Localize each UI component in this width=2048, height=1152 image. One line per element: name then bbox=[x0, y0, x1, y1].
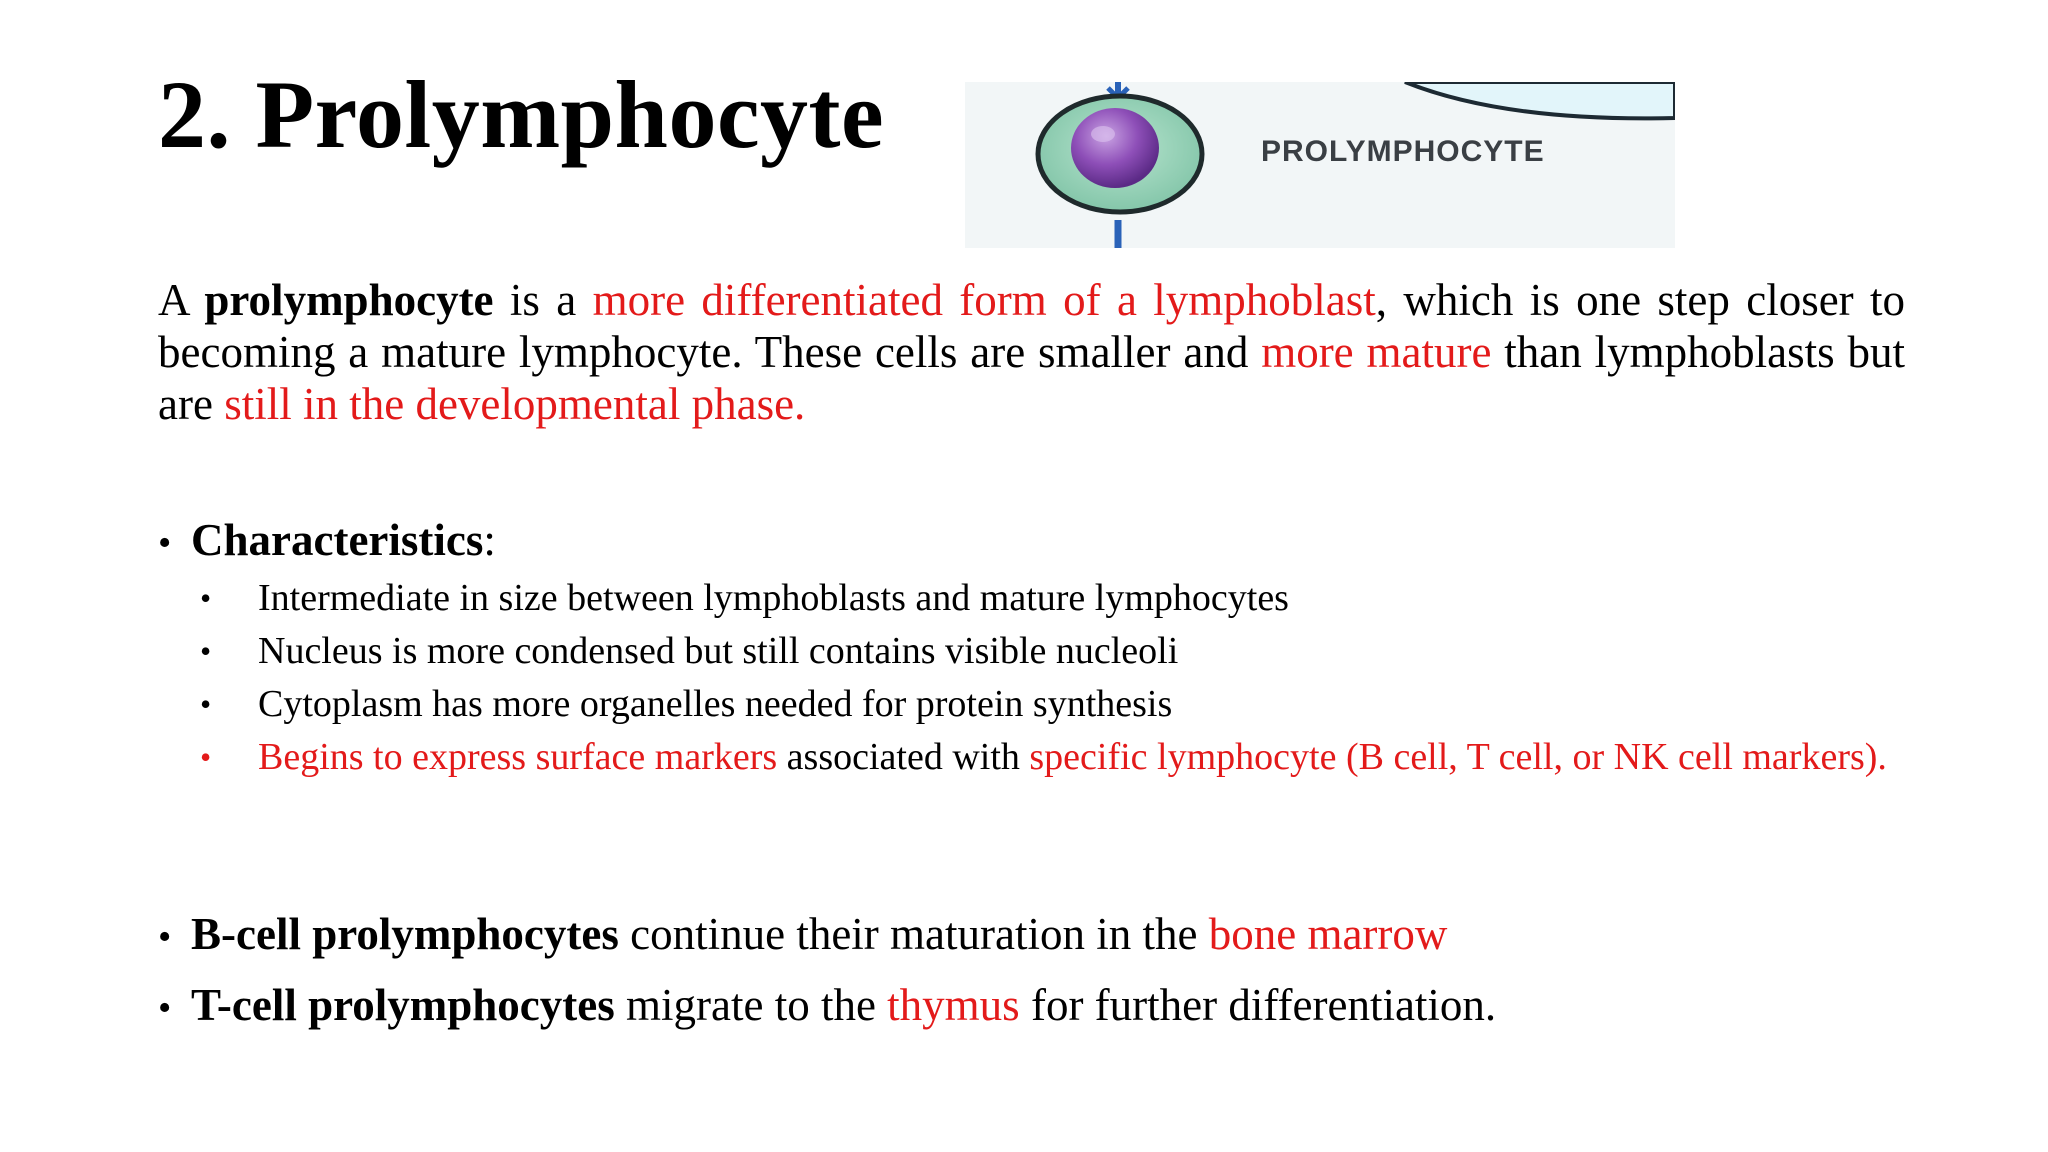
t-cell-term: T-cell prolymphocytes bbox=[191, 980, 615, 1030]
intro-text-2: is a bbox=[493, 275, 593, 325]
list-item-text: associated with bbox=[777, 736, 1030, 778]
cell-nucleolus bbox=[1091, 126, 1115, 142]
bullet-icon: • bbox=[200, 633, 212, 669]
bullet-icon: • bbox=[200, 686, 212, 722]
bullet-icon: • bbox=[200, 580, 212, 616]
intro-text-3: , which is one step closer to becoming a mature lymphocyte. These cells are smaller and bbox=[158, 275, 1906, 377]
intro-highlight-3: still in the developmental phase. bbox=[224, 379, 806, 429]
list-item-highlight-1: Begins to express surface markers bbox=[258, 736, 778, 778]
bullet-icon: • bbox=[158, 916, 172, 958]
prolymphocyte-illustration bbox=[965, 82, 1675, 248]
list-item-highlight-2: specific lymphocyte (B cell, T cell, or NK cell markers). bbox=[1029, 736, 1887, 778]
characteristics-colon: : bbox=[483, 515, 496, 565]
intro-highlight-2: more mature bbox=[1261, 327, 1492, 377]
list-item bbox=[200, 682, 1905, 726]
list-item-text: Nucleus is more condensed but still contains visible nucleoli bbox=[258, 630, 1179, 672]
characteristics-heading-label: Characteristics bbox=[191, 515, 484, 565]
bullet-icon: • bbox=[200, 739, 212, 775]
intro-text-4: than lymphoblasts but are bbox=[158, 327, 1905, 429]
figure-label: PROLYMPHOCYTE bbox=[1261, 135, 1545, 168]
bullet-icon: • bbox=[158, 522, 172, 564]
prolymphocyte-figure bbox=[965, 82, 1675, 248]
intro-text-1: A bbox=[158, 275, 205, 325]
list-item-text: Intermediate in size between lymphoblasts and mature lymphocytes bbox=[258, 577, 1289, 619]
b-cell-location: bone marrow bbox=[1208, 909, 1448, 959]
list-item bbox=[200, 576, 1905, 620]
list-item bbox=[200, 735, 1905, 779]
t-cell-location: thymus bbox=[887, 980, 1020, 1030]
b-cell-text: continue their maturation in the bbox=[618, 909, 1209, 959]
t-cell-text: migrate to the bbox=[614, 980, 888, 1030]
t-cell-item bbox=[158, 979, 1905, 1034]
characteristics-list bbox=[200, 576, 1905, 788]
cell-nucleus bbox=[1071, 108, 1159, 188]
intro-term: prolymphocyte bbox=[204, 275, 494, 325]
b-cell-term: B-cell prolymphocytes bbox=[191, 909, 619, 959]
slide-title: 2. Prolymphocyte bbox=[158, 61, 885, 168]
maturation-list bbox=[158, 908, 1905, 1050]
intro-paragraph bbox=[158, 274, 1905, 430]
characteristics-heading bbox=[158, 514, 496, 569]
list-item-text: Cytoplasm has more organelles needed for protein synthesis bbox=[258, 683, 1173, 725]
intro-highlight-1: more differentiated form of a lymphoblast bbox=[592, 275, 1376, 325]
b-cell-item bbox=[158, 908, 1905, 963]
t-cell-text-end: for further differentiation. bbox=[1019, 980, 1497, 1030]
bullet-icon: • bbox=[158, 987, 172, 1029]
list-item bbox=[200, 629, 1905, 673]
